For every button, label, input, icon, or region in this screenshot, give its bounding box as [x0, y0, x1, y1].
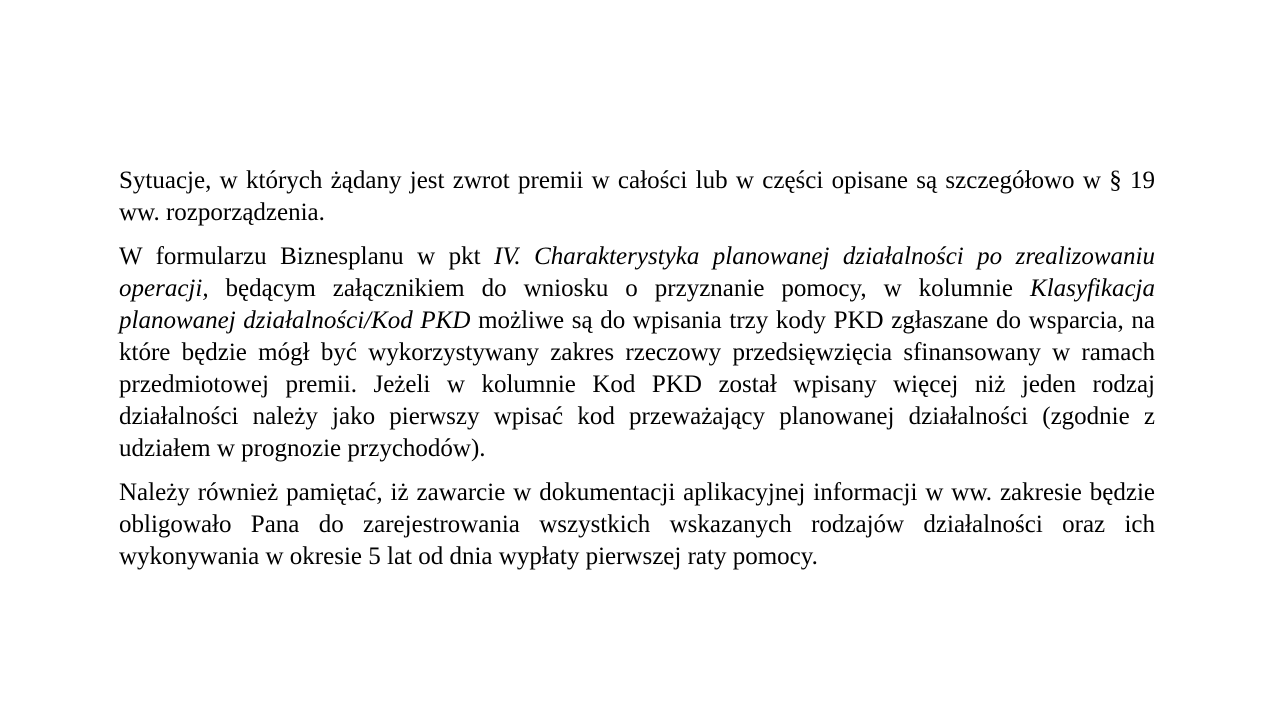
section-title-italic: IV. Charakterystyka planowanej działalności po zrealizowaniu operacji,	[119, 243, 1155, 302]
paragraph-text: będącym załącznikiem do wniosku o przyznanie pomocy, w kolumnie	[208, 275, 1031, 302]
paragraph-business-plan	[119, 241, 1155, 465]
column-name-italic: Klasyfikacja planowanej działalności/Kod PKD	[119, 275, 1155, 334]
document-body	[119, 165, 1155, 573]
paragraph-text: W formularzu Biznesplanu w pkt	[119, 243, 495, 270]
paragraph-repayment: Sytuacje, w których żądany jest zwrot premii w całości lub w części opisane są szczegółowo w § 19 ww. rozporządzenia.	[119, 167, 1155, 226]
paragraph-obligation: Należy również pamiętać, iż zawarcie w dokumentacji aplikacyjnej informacji w ww. zakresie będzie obligowało Pana do zarejestrowania wszystkich wskazanych rodzajów działalności oraz ich wykonywania w okresie 5 lat od dnia wypłaty pierwszej raty pomocy.	[119, 479, 1155, 570]
paragraph-text: możliwe są do wpisania trzy kody PKD zgłaszane do wsparcia, na które będzie mógł być wykorzystywany zakres rzeczowy przedsięwzięcia sfinansowany w ramach przedmiotowej premii. Jeżeli w kolumnie Kod PKD został wpisany więcej niż jeden rodzaj działalności należy jako pierwszy wpisać kod przeważający planowanej działalności (zgodnie z udziałem w prognozie przychodów).	[119, 307, 1155, 462]
